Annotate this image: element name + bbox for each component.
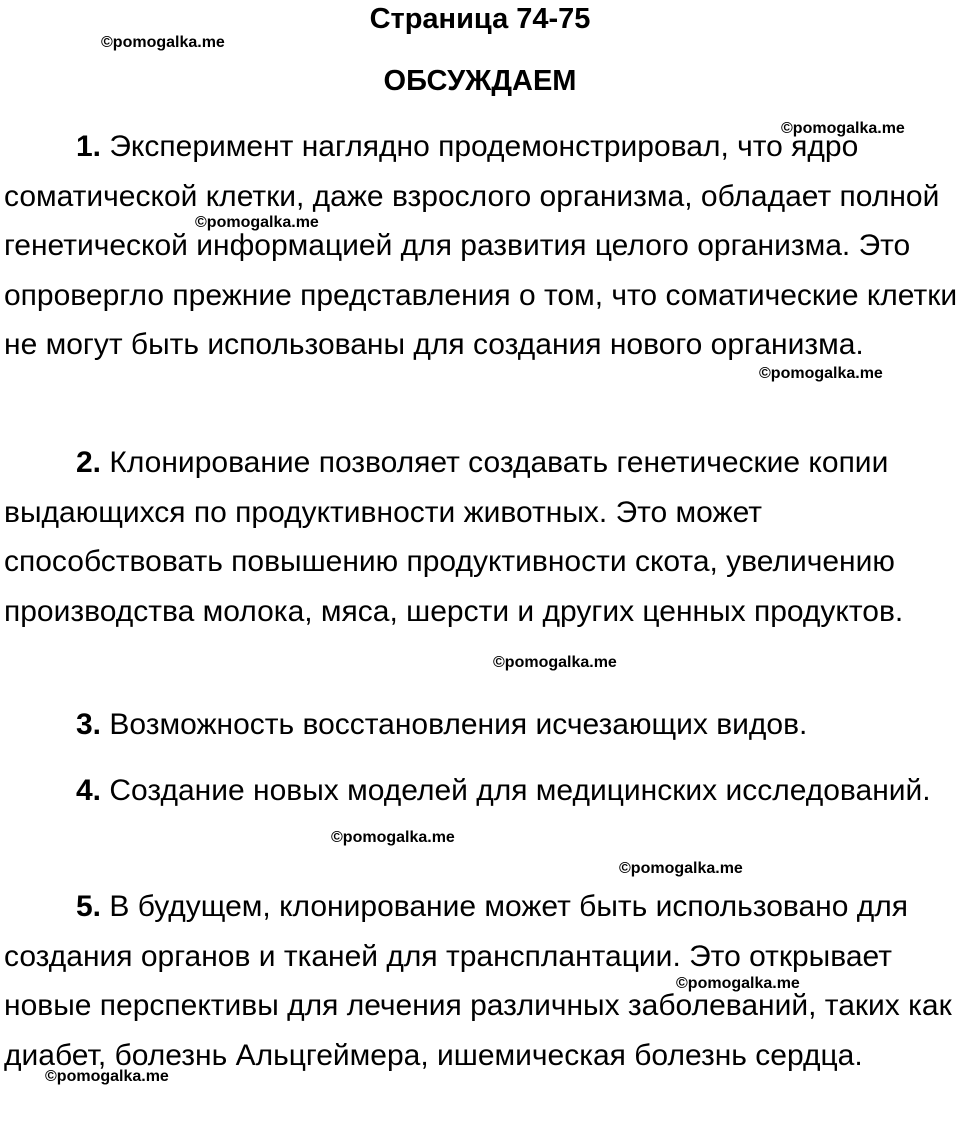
watermark: ©pomogalka.me: [619, 860, 743, 877]
answer-text-2: Клонирование позволяет создавать генетические копии выдающихся по продуктивности животных. Это может способствовать повышению продуктивности скота, увеличению производства молока, мяса, шерсти и других ценных продуктов.: [4, 446, 904, 628]
watermark: ©pomogalka.me: [195, 214, 319, 231]
watermark: ©pomogalka.me: [331, 829, 455, 846]
watermark: ©pomogalka.me: [676, 975, 800, 992]
answer-text-4: Создание новых моделей для медицинских исследований.: [101, 774, 931, 807]
answer-text-3: Возможность восстановления исчезающих видов.: [101, 708, 808, 741]
answer-paragraph-5: [4, 882, 958, 1080]
watermark: ©pomogalka.me: [493, 654, 617, 671]
answer-number-3: 3.: [76, 708, 102, 741]
answer-number-4: 4.: [76, 774, 102, 807]
answer-number-1: 1.: [76, 130, 102, 163]
section-title: ОБСУЖДАЕМ: [383, 65, 577, 97]
answer-paragraph-1: [4, 122, 958, 370]
answer-number-5: 5.: [76, 890, 102, 923]
answer-number-2: 2.: [76, 446, 102, 479]
answer-paragraph-4: [4, 766, 958, 816]
answer-paragraph-3: [4, 700, 958, 750]
watermark: ©pomogalka.me: [101, 34, 225, 51]
watermark: ©pomogalka.me: [45, 1068, 169, 1085]
answer-paragraph-2: [4, 438, 958, 636]
answer-text-1: Эксперимент наглядно продемонстрировал, что ядро соматической клетки, даже взрослого организма, обладает полной генетической информацией для развития целого организма. Это опровергло прежние представления о том, что соматические клетки не могут быть использованы для создания нового организма.: [4, 130, 958, 361]
watermark: ©pomogalka.me: [759, 365, 883, 382]
watermark: ©pomogalka.me: [781, 120, 905, 137]
answer-text-5: В будущем, клонирование может быть использовано для создания органов и тканей для трансплантации. Это открывает новые перспективы для лечения различных заболеваний, таких как диабет, болезнь Альцгеймера, ишемическая болезнь сердца.: [4, 890, 952, 1072]
page-title: Страница 74-75: [369, 3, 591, 35]
